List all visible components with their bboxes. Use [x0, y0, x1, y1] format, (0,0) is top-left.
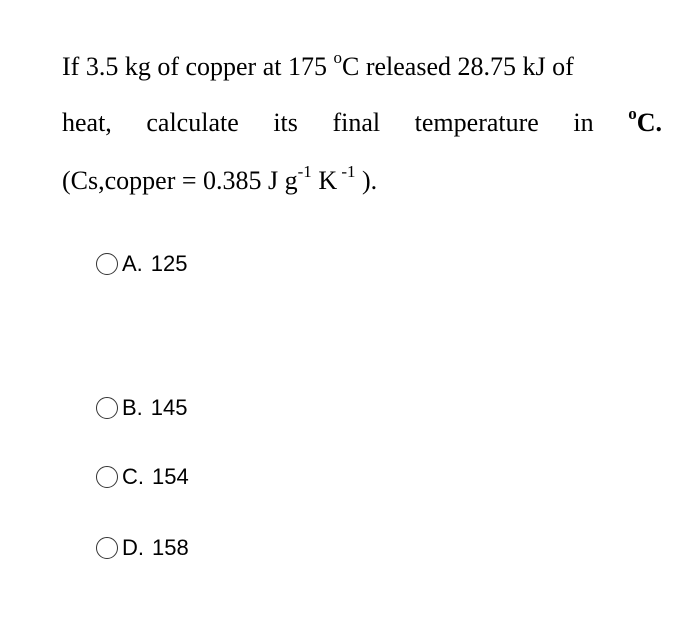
option-b[interactable] — [96, 395, 188, 421]
question-line-3 — [62, 162, 378, 196]
question-word: temperature — [414, 108, 539, 137]
question-word: final — [332, 108, 381, 137]
option-letter: D. — [122, 535, 144, 560]
radio-button-icon[interactable] — [96, 466, 118, 488]
option-letter: A. — [122, 251, 143, 276]
exponent-superscript: -1 — [297, 162, 312, 181]
question-text-segment: (Cs,copper = 0.385 J g — [62, 166, 298, 195]
radio-button-icon[interactable] — [96, 253, 118, 275]
option-value: 158 — [152, 535, 189, 560]
option-value: 145 — [150, 395, 188, 420]
option-value: 125 — [150, 251, 188, 276]
option-d[interactable] — [96, 535, 189, 561]
option-value: 154 — [152, 464, 189, 489]
question-text-segment: C released 28.75 kJ of — [341, 52, 574, 81]
degree-superscript: o — [333, 48, 342, 67]
option-c[interactable] — [96, 464, 189, 490]
option-letter: B. — [122, 395, 143, 420]
question-line-1 — [62, 48, 574, 82]
question-line-2 — [62, 104, 662, 138]
question-text-segment: K — [311, 166, 338, 195]
question-text-segment: ). — [355, 166, 378, 195]
question-word: in — [573, 108, 594, 137]
option-a[interactable] — [96, 251, 188, 277]
radio-button-icon[interactable] — [96, 537, 118, 559]
question-word: its — [273, 108, 298, 137]
question-word: calculate — [146, 108, 239, 137]
option-letter: C. — [122, 464, 144, 489]
question-text-segment: If 3.5 kg of copper at 175 — [62, 52, 334, 81]
degree-unit — [628, 104, 662, 138]
degree-superscript: o — [628, 104, 637, 123]
exponent-superscript: -1 — [337, 162, 356, 181]
question-text-segment: C. — [636, 108, 662, 137]
radio-button-icon[interactable] — [96, 397, 118, 419]
question-word: heat, — [62, 108, 112, 137]
